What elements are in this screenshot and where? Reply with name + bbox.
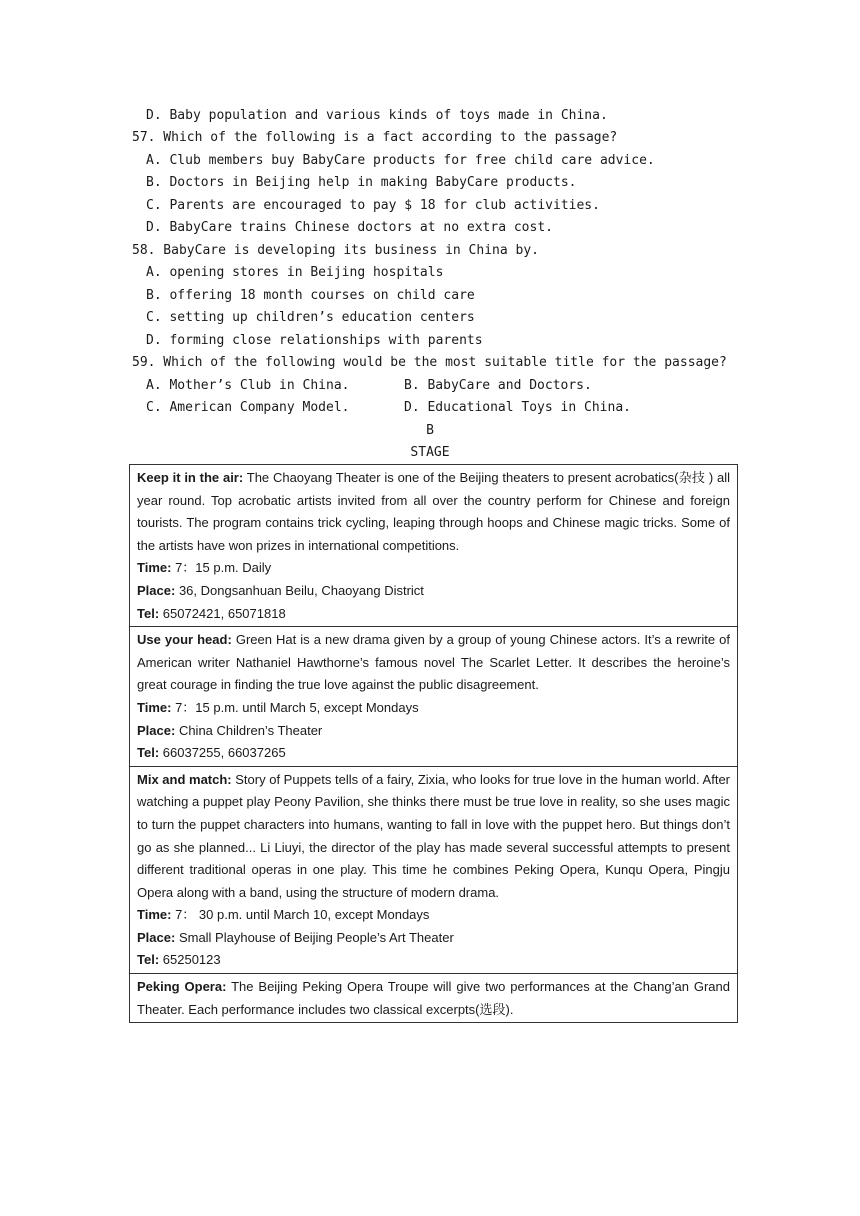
tel-label: Tel: (137, 605, 160, 621)
show-tel: 65250123 (162, 952, 221, 968)
show-place-line (137, 580, 730, 603)
place-label: Place: (137, 929, 176, 945)
show-cell (130, 465, 738, 627)
show-cell (130, 766, 738, 973)
show-place: 36, Dongsanhuan Beilu, Chaoyang District (178, 582, 424, 598)
q58-stem: 58. BabyCare is developing its business in China by. (132, 243, 539, 258)
q58-option-c: C. setting up children’s education centers (146, 310, 475, 325)
show-place-line (137, 927, 730, 950)
show-tel-line (137, 603, 730, 626)
q56-option-d: D. Baby population and various kinds of toys made in China. (146, 108, 608, 123)
show-tel-line (137, 742, 730, 765)
place-label: Place: (137, 582, 176, 598)
show-description-block (137, 629, 730, 697)
show-place-line (137, 720, 730, 743)
time-label: Time: (137, 907, 172, 923)
show-description: Green Hat is a new drama given by a group of young Chinese actors. It’s a rewrite of American writer Nathaniel Hawthorne’s famous novel The Scarlet Letter. It describes the heroine’s great courage in finding the true love against the public disagreement. (137, 632, 730, 693)
q59-option-c: C. American Company Model. (146, 400, 350, 415)
stage-listings-table (129, 464, 738, 1023)
show-time: 7：15 p.m. until March 5, except Mondays (175, 699, 419, 715)
show-row (130, 766, 738, 973)
show-tel-line (137, 949, 730, 972)
show-tel: 65072421, 65071818 (162, 605, 286, 621)
show-time-line (137, 557, 730, 580)
q57-option-b: B. Doctors in Beijing help in making BabyCare products. (146, 175, 577, 190)
q58-option-a: A. opening stores in Beijing hospitals (146, 265, 444, 280)
show-place: Small Playhouse of Beijing People’s Art Theater (178, 929, 454, 945)
show-place: China Children’s Theater (178, 722, 323, 738)
q59-stem: 59. Which of the following would be the most suitable title for the passage? (132, 355, 727, 370)
show-tel: 66037255, 66037265 (162, 745, 286, 761)
q59-option-b: B. BabyCare and Doctors. (404, 378, 592, 393)
show-label: Peking Opera: (137, 979, 227, 995)
show-label: Keep it in the air: (137, 470, 244, 485)
q59-option-d: D. Educational Toys in China. (404, 400, 631, 415)
q57-option-a: A. Club members buy BabyCare products for free child care advice. (146, 153, 655, 168)
show-time-line (137, 697, 730, 720)
show-cell (130, 627, 738, 767)
section-letter: B (426, 423, 434, 438)
q58-option-b: B. offering 18 month courses on child care (146, 288, 475, 303)
show-description: Story of Puppets tells of a fairy, Zixia, who looks for true love in the human world. After watching a puppet play Peony Pavilion, she thinks there must be true love in reality, so she uses magic to turn the puppet characters into humans, wanting to fall in love with the puppet hero. But things don’t go as she planned... Li Liuyi, the director of the play has made several successful attempts to present different traditional operas in one play. This time he combines Peking Opera, Kunqu Opera, Pingju Opera along with a band, using the structure of modern drama. (137, 771, 731, 900)
tel-label: Tel: (137, 952, 160, 968)
show-time: 7：15 p.m. Daily (175, 560, 272, 576)
show-cell (130, 974, 738, 1023)
show-row (130, 974, 738, 1023)
show-row (130, 627, 738, 767)
q57-option-d: D. BabyCare trains Chinese doctors at no extra cost. (146, 220, 553, 235)
q59-option-a: A. Mother’s Club in China. (146, 378, 350, 393)
show-description: The Beijing Peking Opera Troupe will give two performances at the Chang’an Grand Theater. Each performance includes two classical excerpts(选段). (137, 979, 730, 1017)
show-label: Use your head: (137, 632, 232, 648)
place-label: Place: (137, 722, 176, 738)
q57-stem: 57. Which of the following is a fact according to the passage? (132, 130, 618, 145)
show-description: The Chaoyang Theater is one of the Beijing theaters to present acrobatics(杂技 ) all year round. Top acrobatic artists invited from all over the country perform for Chinese and foreign tourists. The program contains trick cycling, leaping through hoops and Chinese magic tricks. Some of the artists have won prizes in international competitions. (137, 470, 730, 553)
q58-option-d: D. forming close relationships with parents (146, 333, 483, 348)
q57-option-c: C. Parents are encouraged to pay $ 18 for club activities. (146, 198, 600, 213)
show-time: 7： 30 p.m. until March 10, except Mondays (175, 907, 430, 923)
show-label: Mix and match: (137, 771, 232, 787)
time-label: Time: (137, 699, 172, 715)
show-description-block (137, 976, 730, 1021)
show-description-block (137, 769, 730, 905)
time-label: Time: (137, 560, 172, 576)
section-title: STAGE (410, 445, 450, 460)
show-row (130, 465, 738, 627)
tel-label: Tel: (137, 745, 160, 761)
show-description-block (137, 467, 730, 557)
show-time-line (137, 904, 730, 927)
